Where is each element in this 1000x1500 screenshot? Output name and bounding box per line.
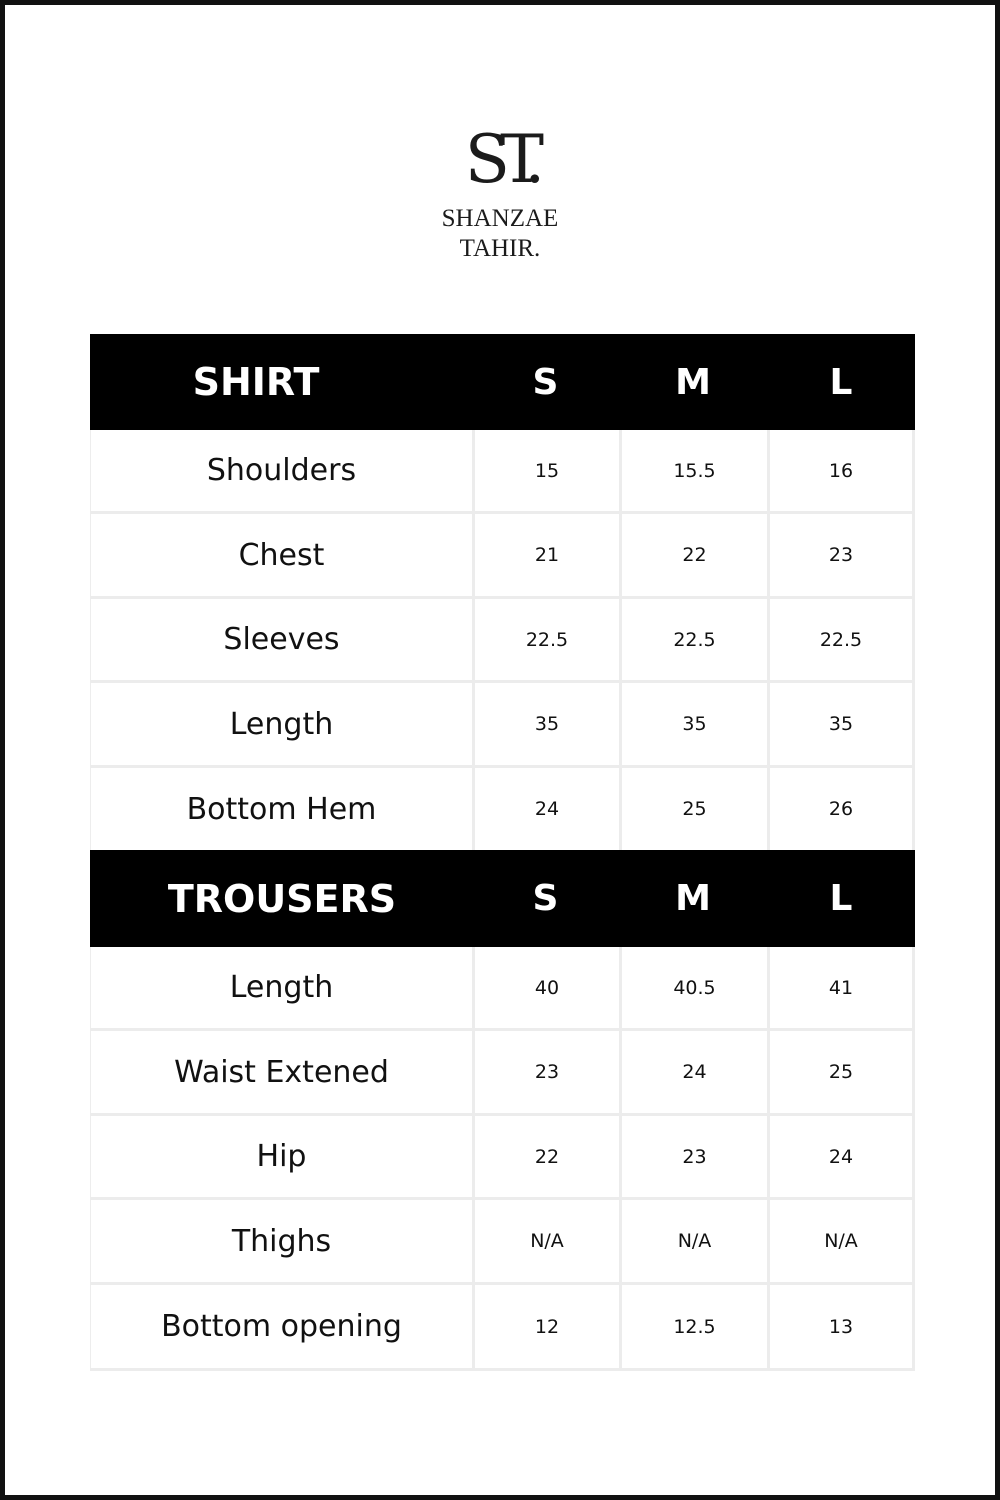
trousers-row-bottom-opening bbox=[90, 1285, 915, 1371]
brand-name: SHANZAE TAHIR. bbox=[441, 205, 559, 262]
value-l: 24 bbox=[767, 1116, 915, 1197]
value-m: 40.5 bbox=[619, 947, 767, 1028]
shirt-title: SHIRT bbox=[192, 360, 320, 404]
row-label: Chest bbox=[90, 514, 472, 596]
trousers-header bbox=[90, 850, 915, 947]
row-label: Length bbox=[90, 947, 472, 1028]
trousers-row-waist bbox=[90, 1031, 915, 1116]
value-s: 21 bbox=[472, 514, 619, 596]
shirt-row-sleeves bbox=[90, 599, 915, 683]
value-l: 23 bbox=[767, 514, 915, 596]
shirt-row-bottom-hem bbox=[90, 768, 915, 850]
row-label: Sleeves bbox=[90, 599, 472, 680]
trousers-size-l: L bbox=[829, 878, 853, 919]
shirt-size-s: S bbox=[532, 361, 559, 403]
value-s: 12 bbox=[472, 1285, 619, 1368]
value-l: 41 bbox=[767, 947, 915, 1028]
value-m: 23 bbox=[619, 1116, 767, 1197]
value-m: 25 bbox=[619, 768, 767, 850]
value-s: 35 bbox=[472, 683, 619, 765]
value-l: 35 bbox=[767, 683, 915, 765]
value-s: N/A bbox=[472, 1200, 619, 1282]
shirt-size-l: L bbox=[829, 361, 853, 403]
row-label: Bottom Hem bbox=[90, 768, 472, 850]
row-label: Length bbox=[90, 683, 472, 765]
value-s: 24 bbox=[472, 768, 619, 850]
value-l: 22.5 bbox=[767, 599, 915, 680]
value-l: N/A bbox=[767, 1200, 915, 1282]
brand-monogram: ST. bbox=[464, 121, 536, 198]
shirt-size-m: M bbox=[675, 361, 711, 403]
row-label: Waist Extened bbox=[90, 1031, 472, 1113]
value-s: 23 bbox=[472, 1031, 619, 1113]
trousers-row-hip bbox=[90, 1116, 915, 1200]
trousers-size-m: M bbox=[675, 878, 711, 919]
value-m: 35 bbox=[619, 683, 767, 765]
brand-logo bbox=[400, 120, 600, 262]
value-l: 26 bbox=[767, 768, 915, 850]
value-m: 12.5 bbox=[619, 1285, 767, 1368]
trousers-title: TROUSERS bbox=[167, 876, 397, 921]
value-m: 24 bbox=[619, 1031, 767, 1113]
value-m: 15.5 bbox=[619, 430, 767, 511]
trousers-row-length bbox=[90, 947, 915, 1031]
value-s: 40 bbox=[472, 947, 619, 1028]
value-s: 22 bbox=[472, 1116, 619, 1197]
value-m: 22 bbox=[619, 514, 767, 596]
value-m: N/A bbox=[619, 1200, 767, 1282]
value-l: 25 bbox=[767, 1031, 915, 1113]
row-label: Shoulders bbox=[90, 430, 472, 511]
shirt-row-chest bbox=[90, 514, 915, 599]
size-chart bbox=[90, 334, 915, 1371]
value-s: 22.5 bbox=[472, 599, 619, 680]
value-m: 22.5 bbox=[619, 599, 767, 680]
value-l: 13 bbox=[767, 1285, 915, 1368]
shirt-header bbox=[90, 334, 915, 430]
value-l: 16 bbox=[767, 430, 915, 511]
shirt-row-length bbox=[90, 683, 915, 768]
row-label: Hip bbox=[90, 1116, 472, 1197]
shirt-row-shoulders bbox=[90, 430, 915, 514]
value-s: 15 bbox=[472, 430, 619, 511]
trousers-size-s: S bbox=[532, 878, 559, 919]
row-label: Bottom opening bbox=[90, 1285, 472, 1368]
trousers-row-thighs bbox=[90, 1200, 915, 1285]
row-label: Thighs bbox=[90, 1200, 472, 1282]
